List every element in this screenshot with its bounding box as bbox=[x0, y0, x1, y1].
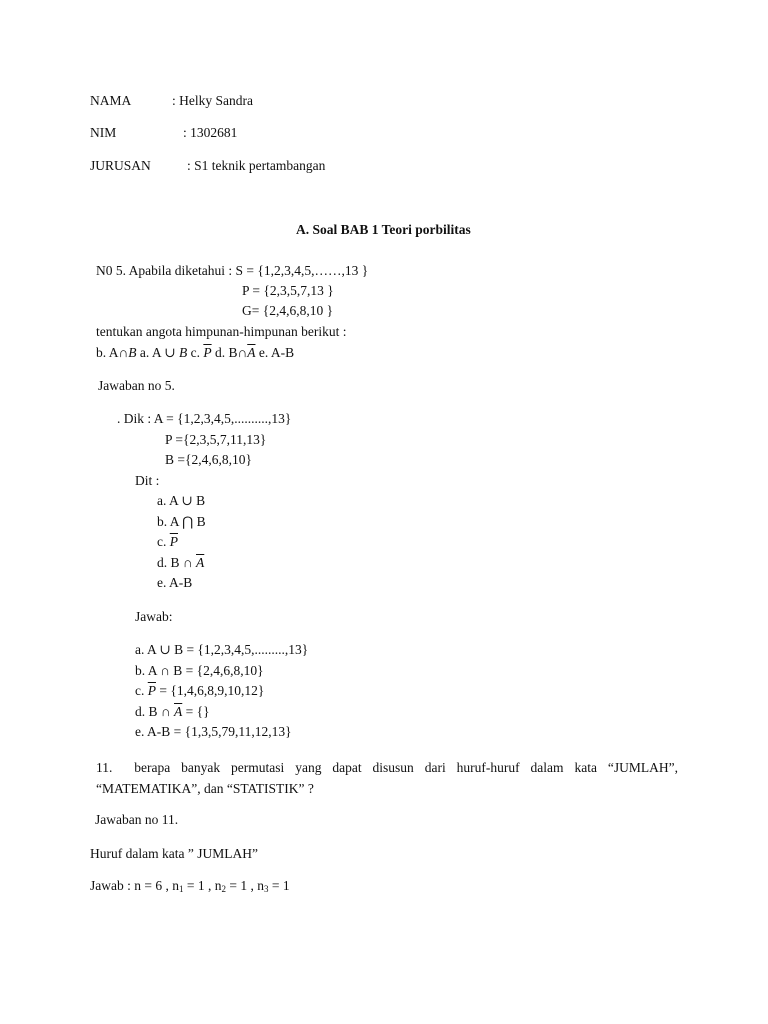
q5-opt-e: e. A-B bbox=[255, 345, 295, 360]
ans5-dik-3: B ={2,4,6,8,10} bbox=[165, 452, 252, 467]
ans5-ans-d-prefix: d. B ∩ bbox=[135, 704, 175, 719]
ans5-dit-a: a. A ∪ B bbox=[157, 493, 206, 508]
q5-line-4: tentukan angota himpunan-himpunan berikut : bbox=[96, 324, 347, 339]
ans5-dik-1: . Dik : A = {1,2,3,4,5,..........,13} bbox=[117, 411, 292, 426]
q5-options bbox=[96, 344, 294, 361]
ans5-dik-2: P ={2,3,5,7,11,13} bbox=[165, 432, 267, 447]
ans5-ans-c-prefix: c. bbox=[135, 683, 148, 698]
ans5-dit-d-var: $\overline{A}$ bbox=[196, 555, 205, 570]
ans5-ans-c bbox=[135, 682, 264, 699]
ans11-jawab bbox=[90, 877, 290, 894]
q5-opt-a-prefix: a. A ∪ bbox=[136, 345, 176, 360]
q11-text: berapa banyak permutasi yang dapat disusun dari huruf-huruf dalam kata “JUMLAH”, “MATEMATIKA”, dan “STATISTIK” ? bbox=[96, 760, 678, 796]
ans11-sub-2: 2 bbox=[221, 884, 226, 894]
section-title: A. Soal BAB 1 Teori porbilitas bbox=[296, 222, 471, 237]
ans5-ans-d-var: $\overline{A}$ bbox=[174, 704, 183, 719]
ans5-dit-d-prefix: d. B ∩ bbox=[157, 555, 197, 570]
q5-opt-d-prefix: d. B∩ bbox=[211, 345, 248, 360]
ans5-dit-c-var: $\overline{P}$ bbox=[169, 534, 178, 549]
ans5-ans-d-suffix: = {} bbox=[182, 704, 210, 719]
q5-opt-a-var: B bbox=[178, 345, 188, 360]
ans5-ans-e: e. A-B = {1,3,5,79,11,12,13} bbox=[135, 724, 292, 739]
ans11-huruf: Huruf dalam kata ” JUMLAH” bbox=[90, 846, 258, 861]
ans11-sub-3: 3 bbox=[263, 884, 269, 894]
q5-opt-b-var: B bbox=[128, 345, 137, 360]
q5-opt-d-var: $\overline{A}$ bbox=[247, 345, 256, 360]
jurusan-value: : S1 teknik pertambangan bbox=[187, 158, 326, 173]
ans5-ans-c-suffix: = {1,4,6,8,9,10,12} bbox=[156, 683, 265, 698]
nim-label: NIM bbox=[90, 125, 117, 140]
ans5-ans-a: a. A ∪ B = {1,2,3,4,5,.........,13} bbox=[135, 642, 309, 657]
q11-paragraph bbox=[96, 757, 678, 799]
q5-opt-b-prefix: b. A∩ bbox=[96, 345, 129, 360]
q5-opt-c-prefix: c. bbox=[187, 345, 200, 360]
q5-opt-c-var: $\overline{P}$ bbox=[203, 345, 212, 360]
nama-value: : Helky Sandra bbox=[172, 93, 253, 108]
ans5-dit-c-prefix: c. bbox=[157, 534, 170, 549]
ans5-ans-d bbox=[135, 703, 210, 720]
ans11-part-3: = 1 , n bbox=[225, 878, 264, 893]
ans5-ans-b: b. A ∩ B = {2,4,6,8,10} bbox=[135, 663, 264, 678]
q5-line-3: G= {2,4,6,8,10 } bbox=[242, 303, 334, 318]
ans5-dit-c bbox=[157, 533, 178, 550]
ans5-dit-e: e. A-B bbox=[157, 575, 193, 590]
q11-number: 11. bbox=[96, 760, 113, 775]
ans11-sub-1: 1 bbox=[178, 884, 184, 894]
nama-label: NAMA bbox=[90, 93, 132, 108]
ans5-dit-b: b. A ⋂ B bbox=[157, 514, 206, 529]
ans5-dit: Dit : bbox=[135, 473, 160, 488]
ans11-part-4: = 1 bbox=[268, 878, 290, 893]
ans11-jawab-prefix: Jawab : n = 6 , n bbox=[90, 878, 179, 893]
nim-value: : 1302681 bbox=[183, 125, 238, 140]
ans5-ans-c-var: $\overline{P}$ bbox=[147, 683, 156, 698]
ans11-title: Jawaban no 11. bbox=[95, 812, 179, 827]
ans5-title: Jawaban no 5. bbox=[98, 378, 175, 393]
q5-line-1: N0 5. Apabila diketahui : S = {1,2,3,4,5,……,13 } bbox=[96, 263, 369, 278]
ans5-dit-d bbox=[157, 554, 204, 571]
ans5-jawab: Jawab: bbox=[135, 609, 173, 624]
ans11-part-2: = 1 , n bbox=[183, 878, 222, 893]
jurusan-label: JURUSAN bbox=[90, 158, 151, 173]
q5-line-2: P = {2,3,5,7,13 } bbox=[242, 283, 334, 298]
